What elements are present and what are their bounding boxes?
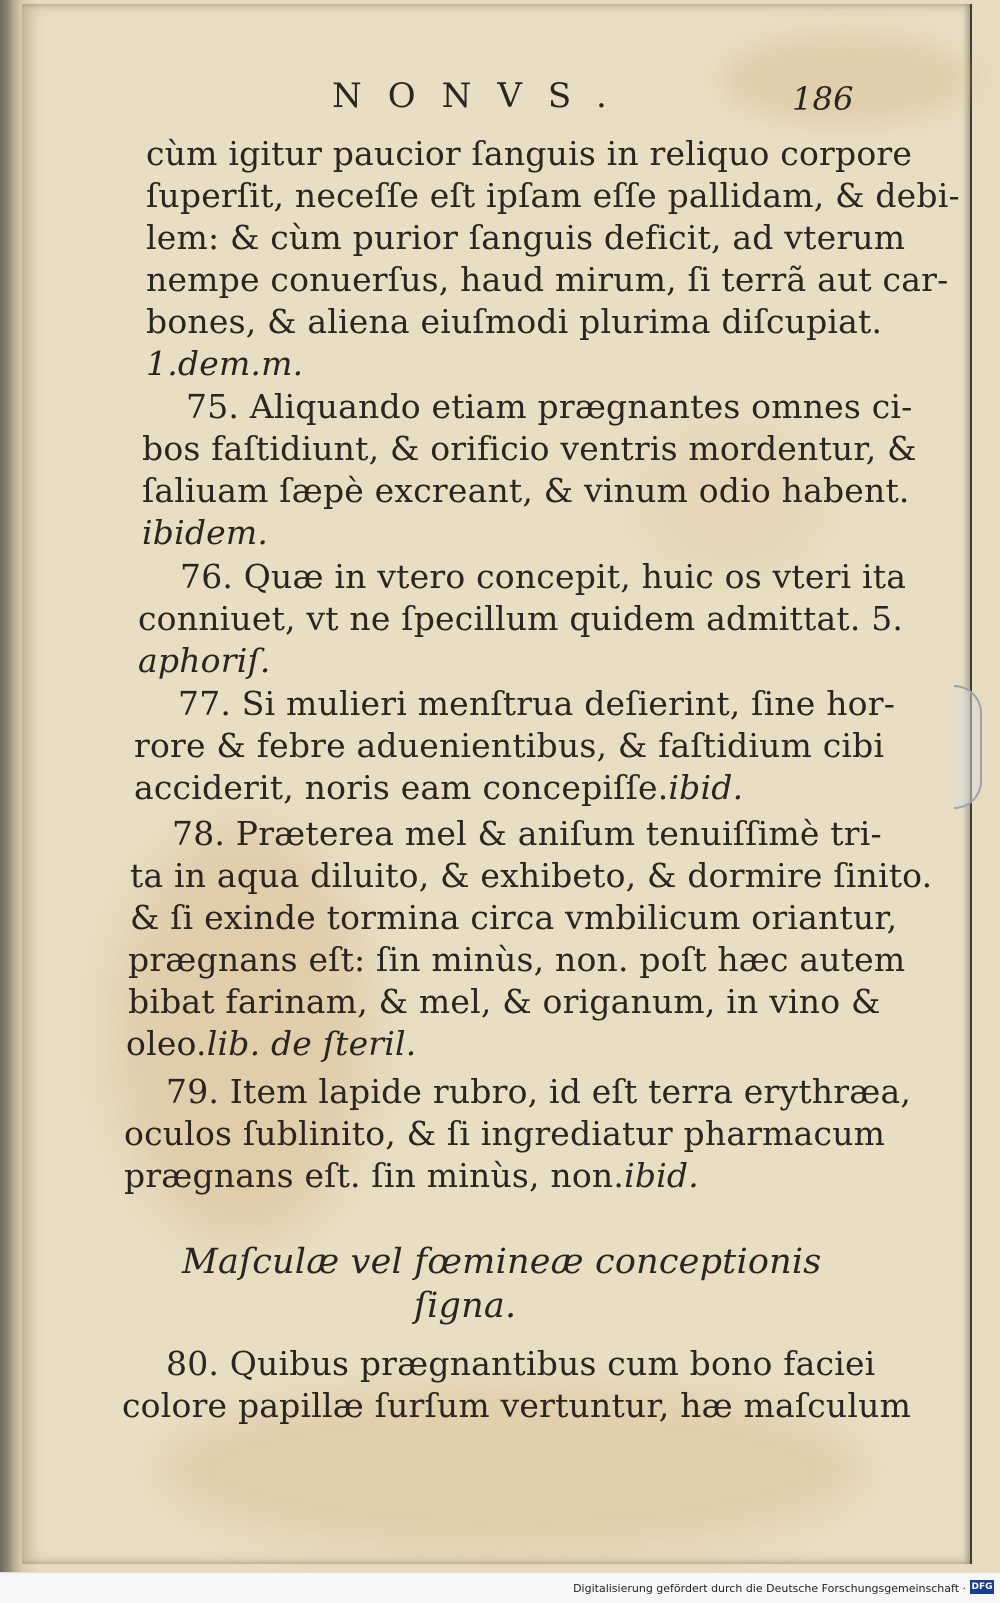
- text-line: rore & febre aduenientibus, & faſtidium cibi: [134, 726, 885, 765]
- text-line: ſaliuam ſæpè excreant, & vinum odio habent.: [142, 471, 910, 510]
- text-line: Quæ in vtero concepit, huic os vteri ita: [243, 557, 907, 596]
- text-line: nempe conuerſus, haud mirum, ſi terrã aut car-: [146, 260, 949, 299]
- paragraph-number: 77.: [178, 684, 232, 723]
- paragraph-78: [172, 814, 882, 853]
- source-reference: 1.dem.m.: [146, 344, 304, 383]
- text-line: & ſi exinde tormina circa vmbilicum oriantur,: [130, 898, 898, 937]
- text-line: oculos ſublinito, & ſi ingrediatur pharmacum: [124, 1114, 886, 1153]
- book-page: [22, 4, 972, 1564]
- text-line: lem: & cùm purior ſanguis deficit, ad vterum: [146, 218, 906, 257]
- text-line: Aliquando etiam prægnantes omnes ci-: [249, 387, 913, 426]
- text-line: bos faſtidiunt, & orificio ventris mordentur, &: [142, 429, 917, 468]
- source-reference: ibidem.: [142, 513, 269, 552]
- text-line: bibat farinam, & mel, & origanum, in vino &: [128, 982, 881, 1021]
- paragraph-number: 79.: [166, 1072, 220, 1111]
- paragraph-number: 76.: [180, 557, 234, 596]
- text-line: prægnans eſt: ſin minùs, non. poſt hæc autem: [128, 940, 906, 979]
- source-reference: ibid.: [624, 1156, 699, 1195]
- paragraph-77: [178, 684, 895, 723]
- page-clip: [954, 685, 982, 809]
- dfg-logo: DFG: [971, 1582, 993, 1592]
- paragraph-number: 80.: [166, 1344, 220, 1383]
- source-reference: lib. de ſteril.: [206, 1024, 417, 1063]
- paragraph-75: [186, 387, 913, 426]
- text-line: ta in aqua diluito, & exhibeto, & dormire ſinito.: [130, 856, 933, 895]
- text-line: conniuet, vt ne ſpecillum quidem admittat. 5.: [138, 599, 904, 638]
- paragraph-number: 78.: [172, 814, 226, 853]
- footer-bar: [0, 1572, 1000, 1603]
- paragraph-79: [166, 1072, 911, 1111]
- section-heading: Maſculæ vel fœmineæ conceptionis: [182, 1242, 822, 1282]
- text-line: bones, & aliena eiuſmodi plurima diſcupiat.: [146, 302, 883, 341]
- text-line: Quibus prægnantibus cum bono faciei: [229, 1344, 876, 1383]
- section-heading: ſigna.: [414, 1286, 517, 1326]
- text-line: [124, 1156, 699, 1195]
- paragraph-80: [166, 1344, 875, 1383]
- text-line: Item lapide rubro, id eſt terra erythræa,: [229, 1072, 912, 1111]
- text-line: ſuperſit, neceſſe eſt ipſam eſſe pallidam, & debi-: [146, 176, 960, 215]
- text-segment: oleo.: [126, 1024, 207, 1063]
- text-segment: acciderit, noris eam concepiſſe.: [134, 768, 669, 807]
- text-line: Si mulieri menſtrua deſierint, ſine hor-: [241, 684, 896, 723]
- paragraph-number: 75.: [186, 387, 240, 426]
- text-segment: prægnans eſt. ſin minùs, non.: [124, 1156, 625, 1195]
- text-line: [126, 1024, 416, 1063]
- text-line: [134, 768, 743, 807]
- source-reference: aphoriſ.: [138, 641, 271, 680]
- text-line: Præterea mel & aniſum tenuiſſimè tri-: [235, 814, 882, 853]
- paragraph-76: [180, 557, 906, 596]
- source-reference: ibid.: [668, 768, 744, 807]
- running-title: NONVS.: [332, 76, 633, 116]
- folio-number: 186: [792, 80, 854, 118]
- text-line: colore papillæ ſurſum vertuntur, hæ maſculum: [122, 1386, 912, 1425]
- footer-credit: Digitalisierung gefördert durch die Deutsche Forschungsgemeinschaft ·: [573, 1582, 966, 1595]
- text-line: cùm igitur paucior ſanguis in reliquo corpore: [146, 134, 913, 173]
- page-text: [22, 4, 970, 1564]
